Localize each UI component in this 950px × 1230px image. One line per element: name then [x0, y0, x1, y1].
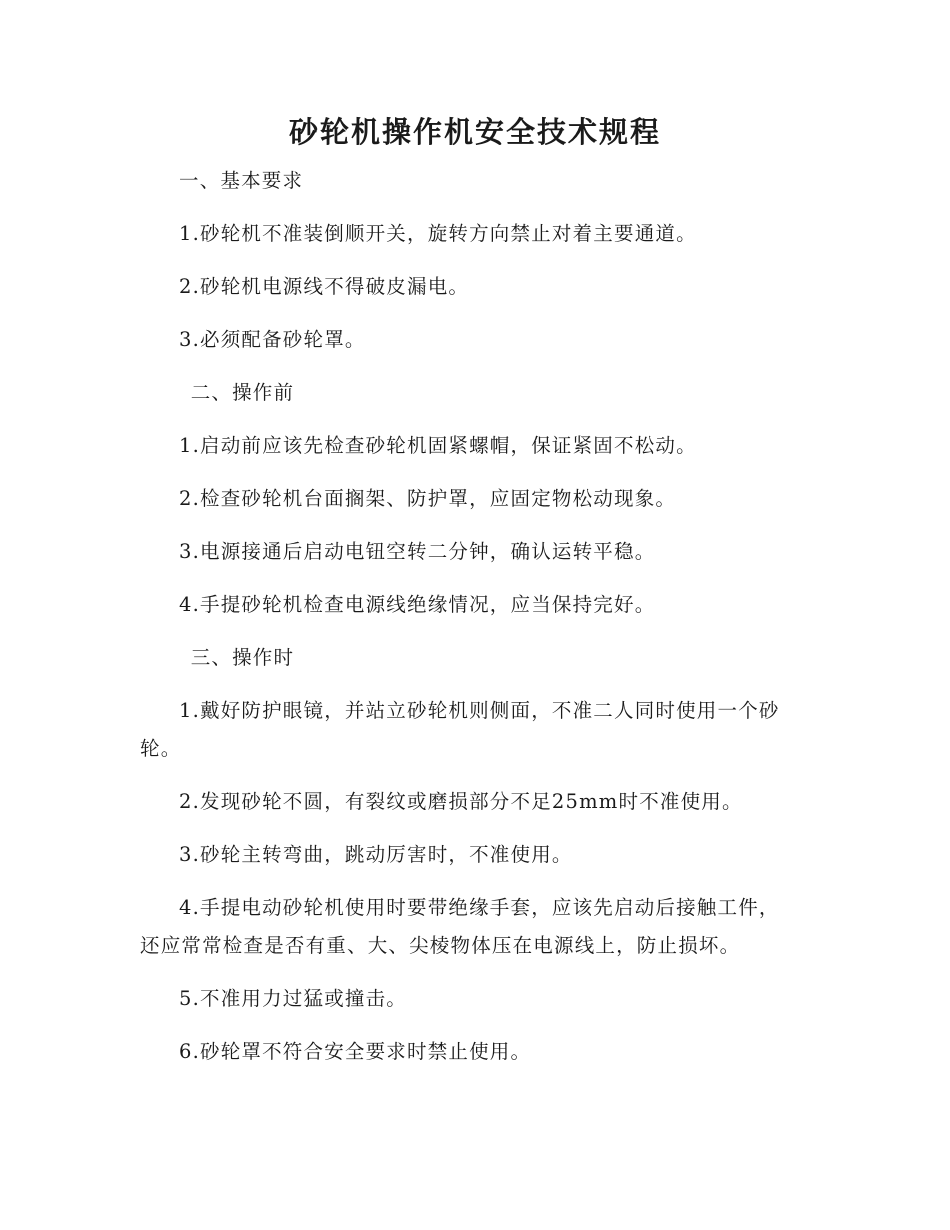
- paragraph: 3.电源接通后启动电钮空转二分钟，确认运转平稳。: [179, 540, 656, 563]
- paragraph: 4.手提电动砂轮机使用时要带绝缘手套，应该先启动后接触工件，还应常常检查是否有重、大、尖棱物体压在电源线上，防止损坏。: [140, 896, 780, 957]
- document-title: 砂轮机操作机安全技术规程: [288, 115, 661, 149]
- paragraph: 2.发现砂轮不圆，有裂纹或磨损部分不足25mm时不准使用。: [179, 790, 743, 813]
- section-heading-basic: 一、基本要求: [179, 169, 304, 192]
- paragraph: 5.不准用力过猛或撞击。: [179, 987, 408, 1010]
- paragraph: 3.必须配备砂轮罩。: [179, 328, 366, 351]
- section-heading-during-operation: 三、操作时: [190, 646, 295, 669]
- paragraph: 1.戴好防护眼镜，并站立砂轮机则侧面，不准二人同时使用一个砂轮。: [140, 699, 780, 760]
- document-body: [140, 162, 800, 1086]
- paragraph: 1.启动前应该先检查砂轮机固紧螺帽，保证紧固不松动。: [179, 434, 697, 457]
- paragraph: 3.砂轮主转弯曲，跳动厉害时，不准使用。: [179, 843, 573, 866]
- paragraph: 1.砂轮机不准装倒顺开关，旋转方向禁止对着主要通道。: [179, 222, 697, 245]
- paragraph: 6.砂轮罩不符合安全要求时禁止使用。: [179, 1040, 532, 1063]
- section-heading-before-operation: 二、操作前: [190, 381, 295, 404]
- paragraph: 2.检查砂轮机台面搁架、防护罩，应固定物松动现象。: [179, 487, 677, 510]
- paragraph: 2.砂轮机电源线不得破皮漏电。: [179, 275, 470, 298]
- paragraph: 4.手提砂轮机检查电源线绝缘情况，应当保持完好。: [179, 593, 656, 616]
